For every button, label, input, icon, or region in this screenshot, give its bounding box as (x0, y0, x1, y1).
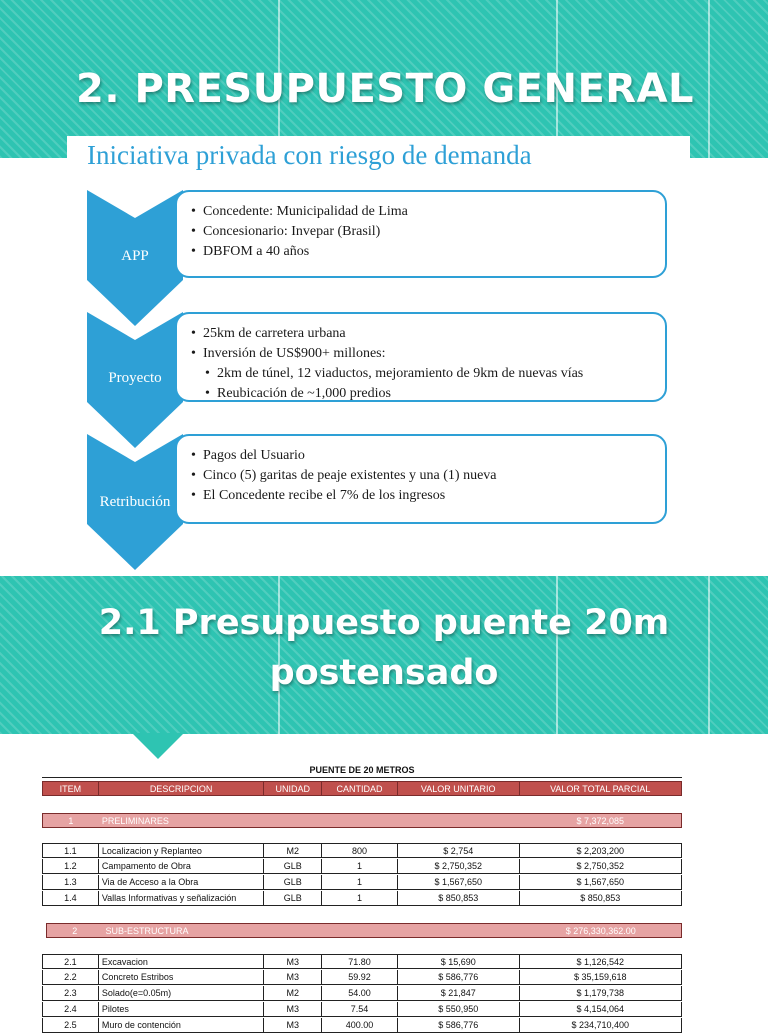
cell: $ 550,950 (398, 1002, 520, 1016)
table-row (42, 986, 682, 1001)
cell: $ 2,750,352 (576, 861, 625, 871)
cell: $ 2,750,352 (398, 859, 520, 873)
section-item: 2 (72, 926, 78, 936)
info-box-app (175, 190, 667, 278)
bullet: • Inversión de US$900+ millones: (191, 344, 655, 364)
chevron-app (87, 190, 183, 326)
section-total: $ 7,372,085 (576, 816, 625, 826)
section-row (46, 923, 682, 938)
cell: 800 (322, 844, 398, 857)
cell: Pilotes (99, 1002, 264, 1016)
band-notch-shape (132, 733, 184, 759)
cell: 1.4 (43, 891, 99, 905)
cell: 1.1 (43, 844, 99, 857)
cell: 54.00 (322, 986, 398, 1000)
cell: 400.00 (322, 1018, 398, 1032)
table-row (42, 970, 682, 985)
cell: $ 850,853 (398, 891, 520, 905)
chevron-retribucion (87, 434, 183, 570)
slide2-title-line2: postensado (269, 653, 499, 693)
table-row (42, 1018, 682, 1033)
cell: M3 (264, 1018, 322, 1032)
cell: Campamento de Obra (99, 859, 264, 873)
cell: 1.2 (43, 859, 99, 873)
cell: 1.3 (43, 875, 99, 889)
sub-bullet: • 2km de túnel, 12 viaductos, mejoramiento de 9km de nuevas vías (191, 364, 655, 384)
cell: GLB (264, 875, 322, 889)
cell: M2 (264, 844, 322, 857)
bullet: • 25km de carretera urbana (191, 324, 655, 344)
table-row (42, 1002, 682, 1017)
section-name: SUB-ESTRUCTURA (105, 926, 189, 936)
cell: Excavacion (99, 955, 264, 968)
cell: M3 (264, 955, 322, 968)
bullet: • Concedente: Municipalidad de Lima (191, 202, 655, 222)
diagram-panel (67, 136, 690, 576)
info-box-retribucion (175, 434, 667, 524)
section-item: 1 (68, 816, 74, 826)
bullet: • Concesionario: Invepar (Brasil) (191, 222, 655, 242)
cell: $ 2,754 (398, 844, 520, 857)
info-box-proyecto (175, 312, 667, 402)
cell: Solado(e=0.05m) (99, 986, 264, 1000)
bullet: • DBFOM a 40 años (191, 242, 655, 262)
slide2-title (0, 598, 768, 698)
cell: $ 21,847 (398, 986, 520, 1000)
chevron-label: Proyecto (108, 370, 162, 386)
table-header-row (42, 781, 682, 796)
table-row (42, 843, 682, 858)
cell: 1 (322, 891, 398, 905)
slide1-title: 2. PRESUPUESTO GENERAL (76, 66, 695, 112)
cell: Muro de contención (99, 1018, 264, 1032)
cell: $ 35,159,618 (573, 972, 627, 982)
cell: 2.2 (43, 970, 99, 984)
cell: $ 15,690 (398, 955, 520, 968)
cell: GLB (264, 859, 322, 873)
cell: $ 1,179,738 (576, 988, 625, 998)
cell: 1 (322, 875, 398, 889)
cell: M2 (264, 986, 322, 1000)
cell: $ 586,776 (398, 1018, 520, 1032)
cell: $ 1,567,650 (576, 877, 625, 887)
diagram-title: Iniciativa privada con riesgo de demanda (87, 140, 532, 170)
cell: $ 1,567,650 (398, 875, 520, 889)
cell: GLB (264, 891, 322, 905)
section-total: $ 276,330,362.00 (565, 926, 636, 936)
table-row (42, 859, 682, 874)
col-header: VALOR UNITARIO (398, 782, 520, 795)
cell: Concreto Estribos (99, 970, 264, 984)
chevron-label: APP (121, 248, 149, 264)
col-header: ITEM (43, 782, 99, 795)
cell: 1 (322, 859, 398, 873)
section-name: PRELIMINARES (101, 816, 169, 826)
bullet: • Pagos del Usuario (191, 446, 655, 466)
table-row (42, 954, 682, 969)
slide2-title-line1: 2.1 Presupuesto puente 20m (98, 603, 670, 643)
bullet: • Cinco (5) garitas de peaje existentes y una (1) nueva (191, 466, 655, 486)
col-header: UNIDAD (264, 782, 322, 795)
cell: 59.92 (322, 970, 398, 984)
cell: $ 586,776 (398, 970, 520, 984)
cell: Via de Acceso a la Obra (99, 875, 264, 889)
cell: Localizacion y Replanteo (99, 844, 264, 857)
cell: 2.3 (43, 986, 99, 1000)
sub-bullet: • Reubicación de ~1,000 predios (191, 384, 655, 404)
col-header: VALOR TOTAL PARCIAL (550, 784, 651, 794)
table-title: PUENTE DE 20 METROS (42, 763, 682, 778)
col-header: CANTIDAD (322, 782, 398, 795)
table-row (42, 875, 682, 890)
cell: 2.5 (43, 1018, 99, 1032)
cell: 2.1 (43, 955, 99, 968)
cell: Vallas Informativas y señalización (99, 891, 264, 905)
band-divider (708, 0, 710, 158)
cell: 7.54 (322, 1002, 398, 1016)
cell: 2.4 (43, 1002, 99, 1016)
cell: $ 234,710,400 (571, 1020, 630, 1030)
bullet: • El Concedente recibe el 7% de los ingresos (191, 486, 655, 506)
cell: $ 4,154,064 (576, 1004, 625, 1014)
cell: $ 2,203,200 (576, 846, 625, 856)
cell: M3 (264, 970, 322, 984)
cell: 71.80 (322, 955, 398, 968)
section-row (42, 813, 682, 828)
cell: M3 (264, 1002, 322, 1016)
chevron-proyecto (87, 312, 183, 448)
table-row (42, 891, 682, 906)
col-header: DESCRIPCION (99, 782, 264, 795)
cell: $ 1,126,542 (576, 957, 625, 967)
cell: $ 850,853 (580, 893, 621, 903)
chevron-label: Retribución (99, 494, 171, 510)
